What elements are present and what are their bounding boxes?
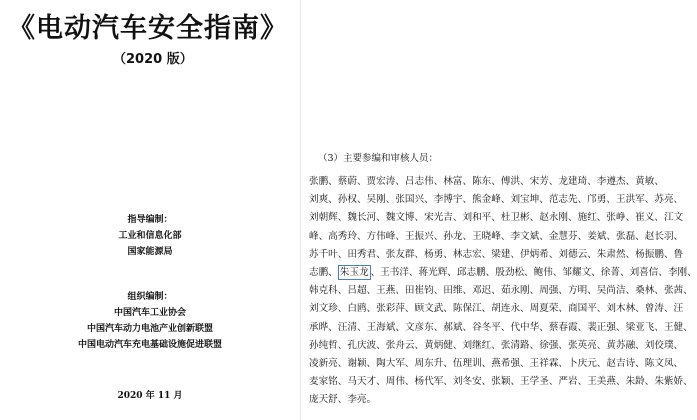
- name-line: 刘文珍、白鸥、张彩萍、顾文武、陈保江、胡连永、周夏荣、商国平、刘木林、曾涛、汪: [309, 303, 684, 315]
- name-line: 刘朝辉、魏长河、魏文博、宋光吉、刘和平、杜卫彬、赵永刚、施红、张峥、崔义、江文: [309, 212, 684, 224]
- name-line-prefix: 志鹏、: [309, 266, 338, 278]
- name-line: 峰、高秀玲、方伟峰、王振兴、孙龙、王晓峰、李文斌、金慧芬、姜斌、张磊、赵长羽、: [309, 230, 684, 242]
- contributors-list: [309, 173, 697, 409]
- guidance-org: 国家能源局: [127, 247, 173, 257]
- guidance-org: 工业和信息化部: [118, 231, 182, 241]
- name-line: 苏千叶、田秀君、张友群、杨勇、林志宏、梁建、伊炳希、刘德云、朱肃然、杨振鹏、鲁: [309, 248, 684, 260]
- contributors-heading: （3）主要参编和审核人员：: [318, 153, 439, 164]
- name-line-suffix: 、王书洋、蒋光辉、邱志鹏、殷劲松、鲍伟、邹耀文、徐菁、刘喜信、李刚、: [370, 266, 697, 278]
- name-line: 麦家铭、马天才、周伟、杨代军、刘冬安、张颖、王学圣、严岩、王美燕、朱龄、朱紫娇、: [309, 376, 693, 388]
- organizing-org: 中国电动汽车充电基础设施促进联盟: [77, 340, 222, 350]
- name-line: 韩克科、吕超、王燕、田崔钧、田维、邓迟、茹永刚、周强、方明、吴尚洁、桑林、张茜、: [309, 285, 693, 297]
- organizing-section: [0, 289, 300, 353]
- organizing-label: 组织编制：: [127, 292, 173, 302]
- edition-label: （2020 版）: [113, 52, 193, 67]
- name-line: 张鹏、蔡蔚、贾宏涛、吕志伟、林富、陈东、傅洪、宋芳、龙建琦、李遵杰、黄敏、: [309, 176, 664, 187]
- guidance-label: 指导编制：: [127, 215, 173, 225]
- name-line: 孙纯哲、孔庆波、张舟云、黄炳健、刘继红、张清路、徐强、张英亮、黄苏融、刘佼璞、: [309, 339, 684, 351]
- page-divider: [300, 0, 301, 420]
- organizing-org: 中国汽车动力电池产业创新联盟: [86, 324, 213, 334]
- name-line: 刘爽、孙权、吴刚、张国兴、李博宇、熊金峰、刘宝坤、范志先、邝勇、王洪军、苏亮、: [309, 194, 684, 206]
- name-line: 庞天舒、李亮。: [309, 394, 377, 406]
- name-line: 凌新亮、谢颖、陶大军、周东升、伍理训、燕希强、王祥霖、卜庆元、赵吉诗、陈文凤、: [309, 357, 684, 369]
- guidance-section: [0, 212, 300, 260]
- document-title: 《电动汽车安全指南》: [8, 13, 288, 44]
- highlighted-name[interactable]: 朱玉龙: [339, 266, 369, 278]
- publish-date: 2020 年 11 月: [117, 391, 183, 401]
- organizing-org: 中国汽车工业协会: [113, 308, 186, 318]
- name-line-highlighted: [309, 264, 697, 282]
- name-line: 承晔、汪清、王海斌、文彦东、郝斌、谷冬平、代中华、蔡春霞、裴正强、梁亚飞、王健、: [309, 321, 693, 333]
